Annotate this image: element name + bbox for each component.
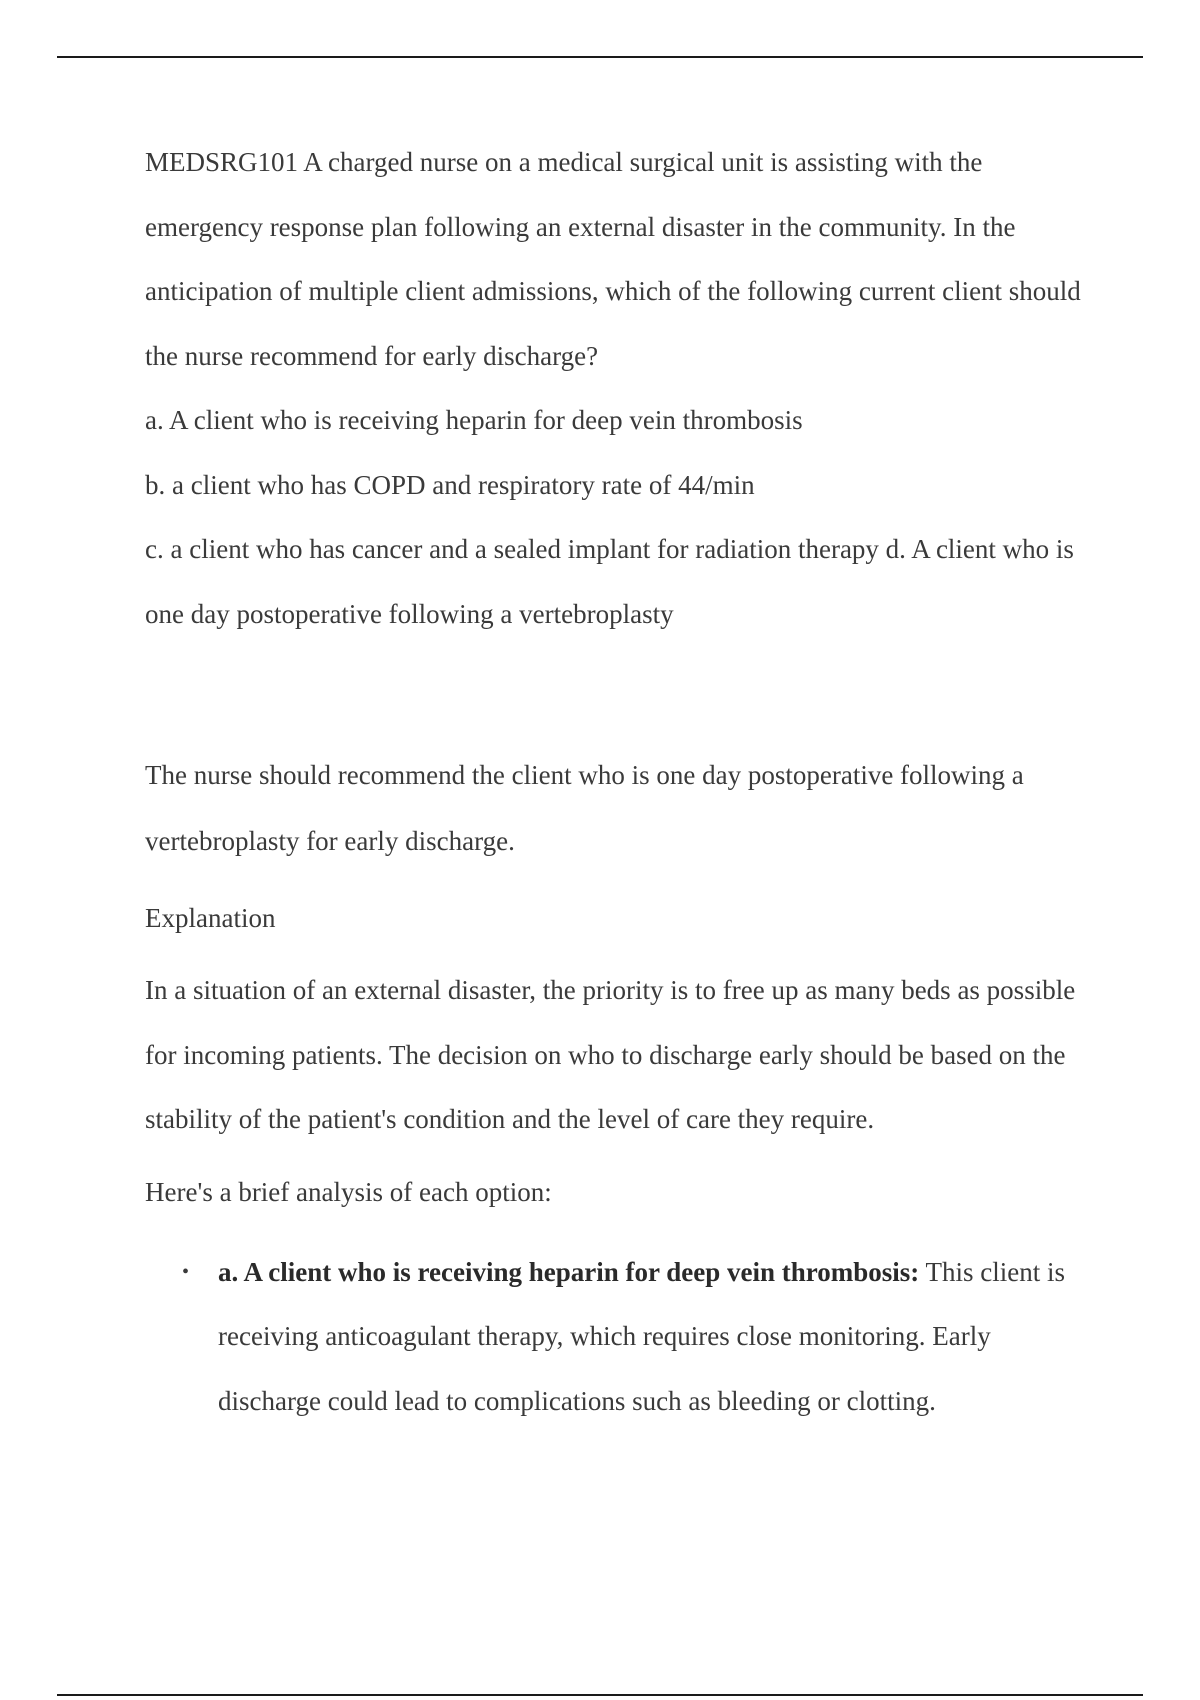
- analysis-list: [145, 1240, 1085, 1434]
- analysis-item-title: a. A client who is receiving heparin for deep vein thrombosis:: [218, 1256, 920, 1287]
- option-b: b. a client who has COPD and respiratory rate of 44/min: [145, 469, 755, 500]
- explanation-heading: Explanation: [145, 903, 276, 933]
- analysis-item: [145, 1240, 1085, 1434]
- analysis-item-text: This client is receiving anticoagulant therapy, which requires close monitoring. Early discharge could lead to complications such as bleeding or clotting.: [218, 1256, 1066, 1416]
- option-a: a. A client who is receiving heparin for deep vein thrombosis: [145, 405, 803, 435]
- option-c-d: c. a client who has cancer and a sealed implant for radiation therapy d. A client who is one day postoperative following a vertebroplasty: [145, 534, 1074, 629]
- analysis-intro: Here's a brief analysis of each option:: [145, 1176, 552, 1207]
- bottom-rule: [57, 1694, 1143, 1696]
- document-content: [145, 130, 1085, 1433]
- answer-text: The nurse should recommend the client who is one day postoperative following a vertebroplasty for early discharge.: [145, 760, 1024, 856]
- bullet-icon: •: [182, 1260, 190, 1283]
- explanation-text: In a situation of an external disaster, the priority is to free up as many beds as possible for incoming patients. The decision on who to discharge early should be based on the stability of the patient's condition and the level of care they require.: [145, 975, 1076, 1134]
- question-stem: MEDSRG101 A charged nurse on a medical surgical unit is assisting with the emergency response plan following an external disaster in the community. In the anticipation of multiple client admissions, which of the following current client should the nurse recommend for early discharge?: [145, 147, 1081, 371]
- top-rule: [57, 56, 1143, 58]
